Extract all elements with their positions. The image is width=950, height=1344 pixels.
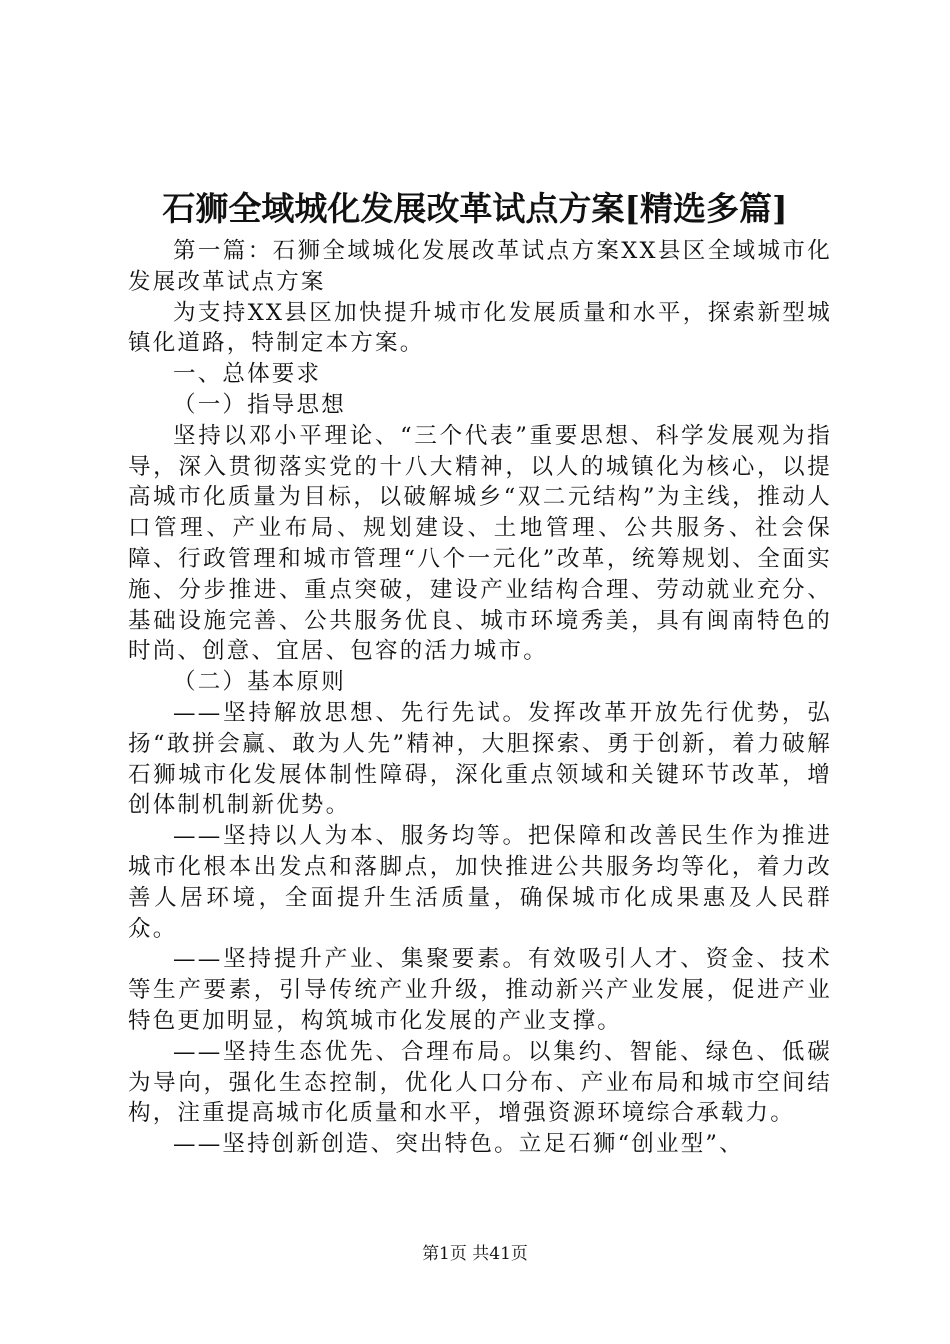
paragraph-principle-5: ——坚持创新创造、突出特色。立足石狮“创业型”、 bbox=[173, 1131, 744, 1158]
paragraph-intro-heading: 第一篇：石狮全域城化发展改革试点方案XX县区全域城市化发展改革试点方案 bbox=[128, 238, 832, 295]
section-heading-general-requirements: 一、总体要求 bbox=[173, 361, 322, 388]
document-title: 石狮全域城化发展改革试点方案[精选多篇] bbox=[162, 189, 788, 228]
paragraph-principle-3: ——坚持提升产业、集聚要素。有效吸引人才、资金、技术等生产要素，引导传统产业升级，推动新兴产业发展，促进产业特色更加明显，构筑城市化发展的产业支撑。 bbox=[128, 946, 832, 1034]
page-number-footer: 第1页 共41页 bbox=[422, 1244, 528, 1264]
document-body bbox=[128, 236, 832, 1160]
paragraph-purpose: 为支持XX县区加快提升城市化发展质量和水平，探索新型城镇化道路，特制定本方案。 bbox=[128, 299, 832, 357]
paragraph-principle-2: ——坚持以人为本、服务均等。把保障和改善民生作为推进城市化根本出发点和落脚点，加快推进公共服务均等化，着力改善人居环境，全面提升生活质量，确保城市化成果惠及人民群众。 bbox=[128, 823, 832, 942]
subsection-heading-guiding-ideology: （一）指导思想 bbox=[173, 391, 346, 418]
paragraph-principle-1: ——坚持解放思想、先行先试。发挥改革开放先行优势，弘扬“敢拼会赢、敢为人先”精神，大胆探索、勇于创新，着力破解石狮城市化发展体制性障碍，深化重点领域和关键环节改革，增创体制机制新优势。 bbox=[128, 699, 832, 819]
paragraph-principle-4: ——坚持生态优先、合理布局。以集约、智能、绿色、低碳为导向，强化生态控制，优化人口分布、产业布局和城市空间结构，注重提高城市化质量和水平，增强资源环境综合承载力。 bbox=[128, 1038, 832, 1127]
paragraph-guiding-ideology: 坚持以邓小平理论、“三个代表”重要思想、科学发展观为指导，深入贯彻落实党的十八大精神，以人的城镇化为核心，以提高城市化质量为目标，以破解城乡“双二元结构”为主线，推动人口管理、产业布局、规划建设、土地管理、公共服务、社会保障、行政管理和城市管理“八个一元化”改革，统筹规划、全面实施、分步推进、重点突破，建设产业结构合理、劳动就业充分、基础设施完善、公共服务优良、城市环境秀美，具有闽南特色的时尚、创意、宜居、包容的活力城市。 bbox=[128, 422, 832, 665]
subsection-heading-basic-principles: （二）基本原则 bbox=[173, 669, 346, 696]
